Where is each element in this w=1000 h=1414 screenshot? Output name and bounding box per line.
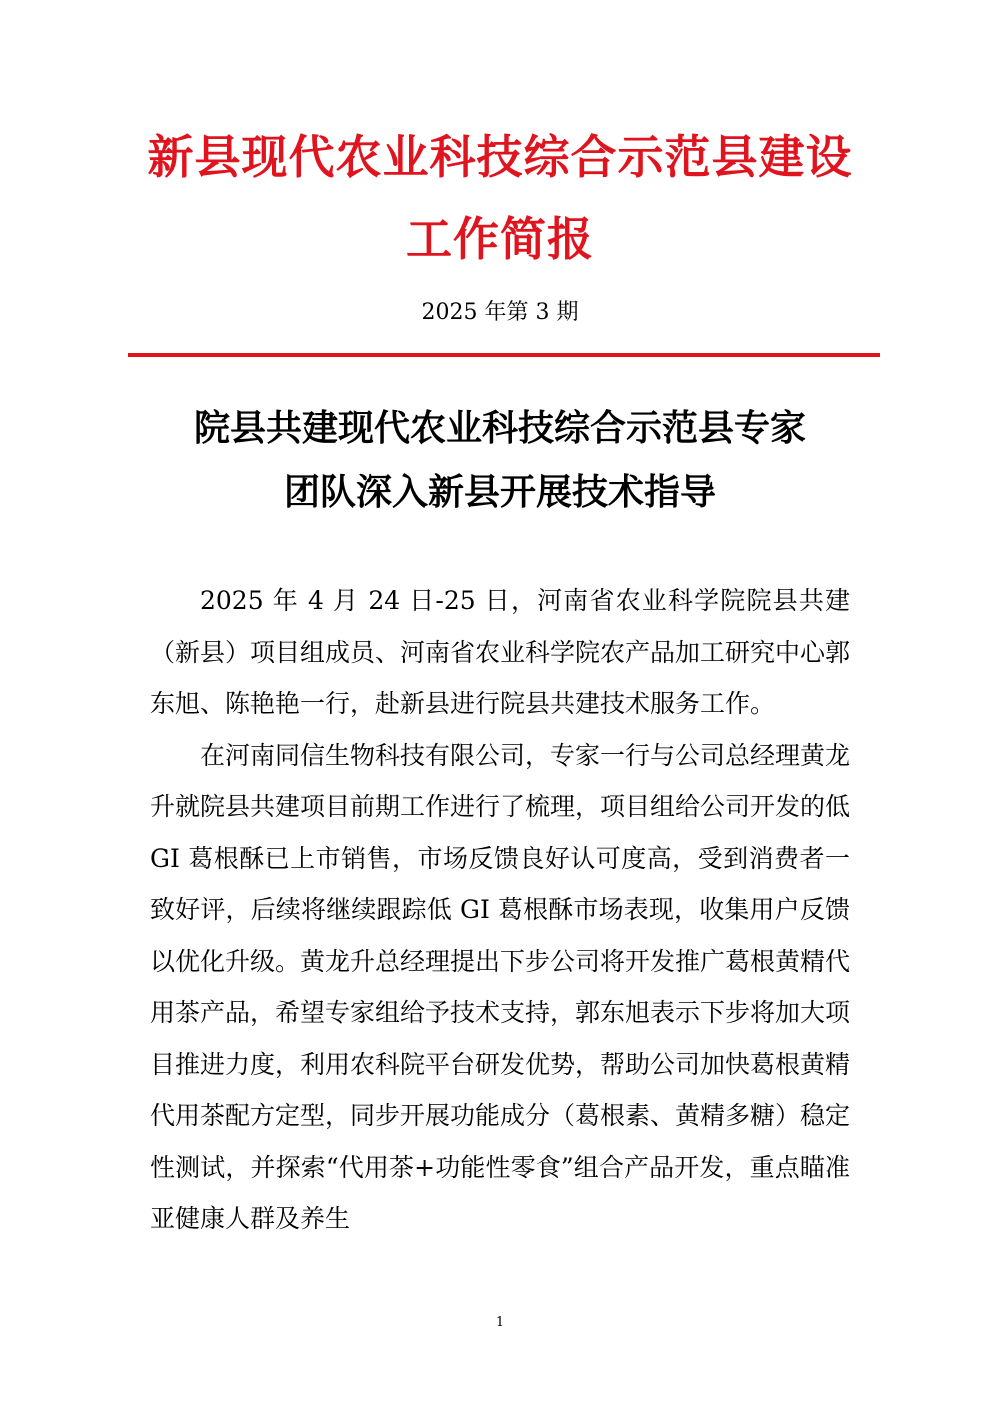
article-title-line-1: 院县共建现代农业科技综合示范县专家	[193, 407, 806, 449]
article-title-line-2: 团队深入新县开展技术指导	[283, 471, 716, 513]
page-number: 1	[495, 1315, 505, 1330]
issue-number: 2025 年第 3 期	[421, 300, 579, 325]
red-divider-line	[128, 353, 880, 357]
paragraph-1: 2025 年 4 月 24 日-25 日，河南省农业科学院院县共建（新县）项目组成员、河南省农业科学院农产品加工研究中心郭东旭、陈艳艳一行，赴新县进行院县共建技术服务工作。	[150, 586, 851, 718]
article-body	[150, 575, 850, 1245]
paragraph-2: 在河南同信生物科技有限公司，专家一行与公司总经理黄龙升就院县共建项目前期工作进行了梳理，项目组给公司开发的低 GI 葛根酥已上市销售，市场反馈良好认可度高，受到消费者一致好评，后续将继续跟踪低 GI 葛根酥市场表现，收集用户反馈以优化升级。黄龙升总经理提出下步公司将开发推广葛根黄精代用茶产品，希望专家组给予技术支持，郭东旭表示下步将加大项目推进力度，利用农科院平台研发优势，帮助公司加快葛根黄精代用茶配方定型，同步开展功能成分（葛根素、黄精多糖）稳定性测试，并探索“代用茶+功能性零食”组合产品开发，重点瞄准亚健康人群及养生	[150, 740, 851, 1233]
masthead-title-line-2: 工作简报	[406, 212, 594, 266]
masthead-title-line-1: 新县现代农业科技综合示范县建设	[147, 130, 853, 184]
